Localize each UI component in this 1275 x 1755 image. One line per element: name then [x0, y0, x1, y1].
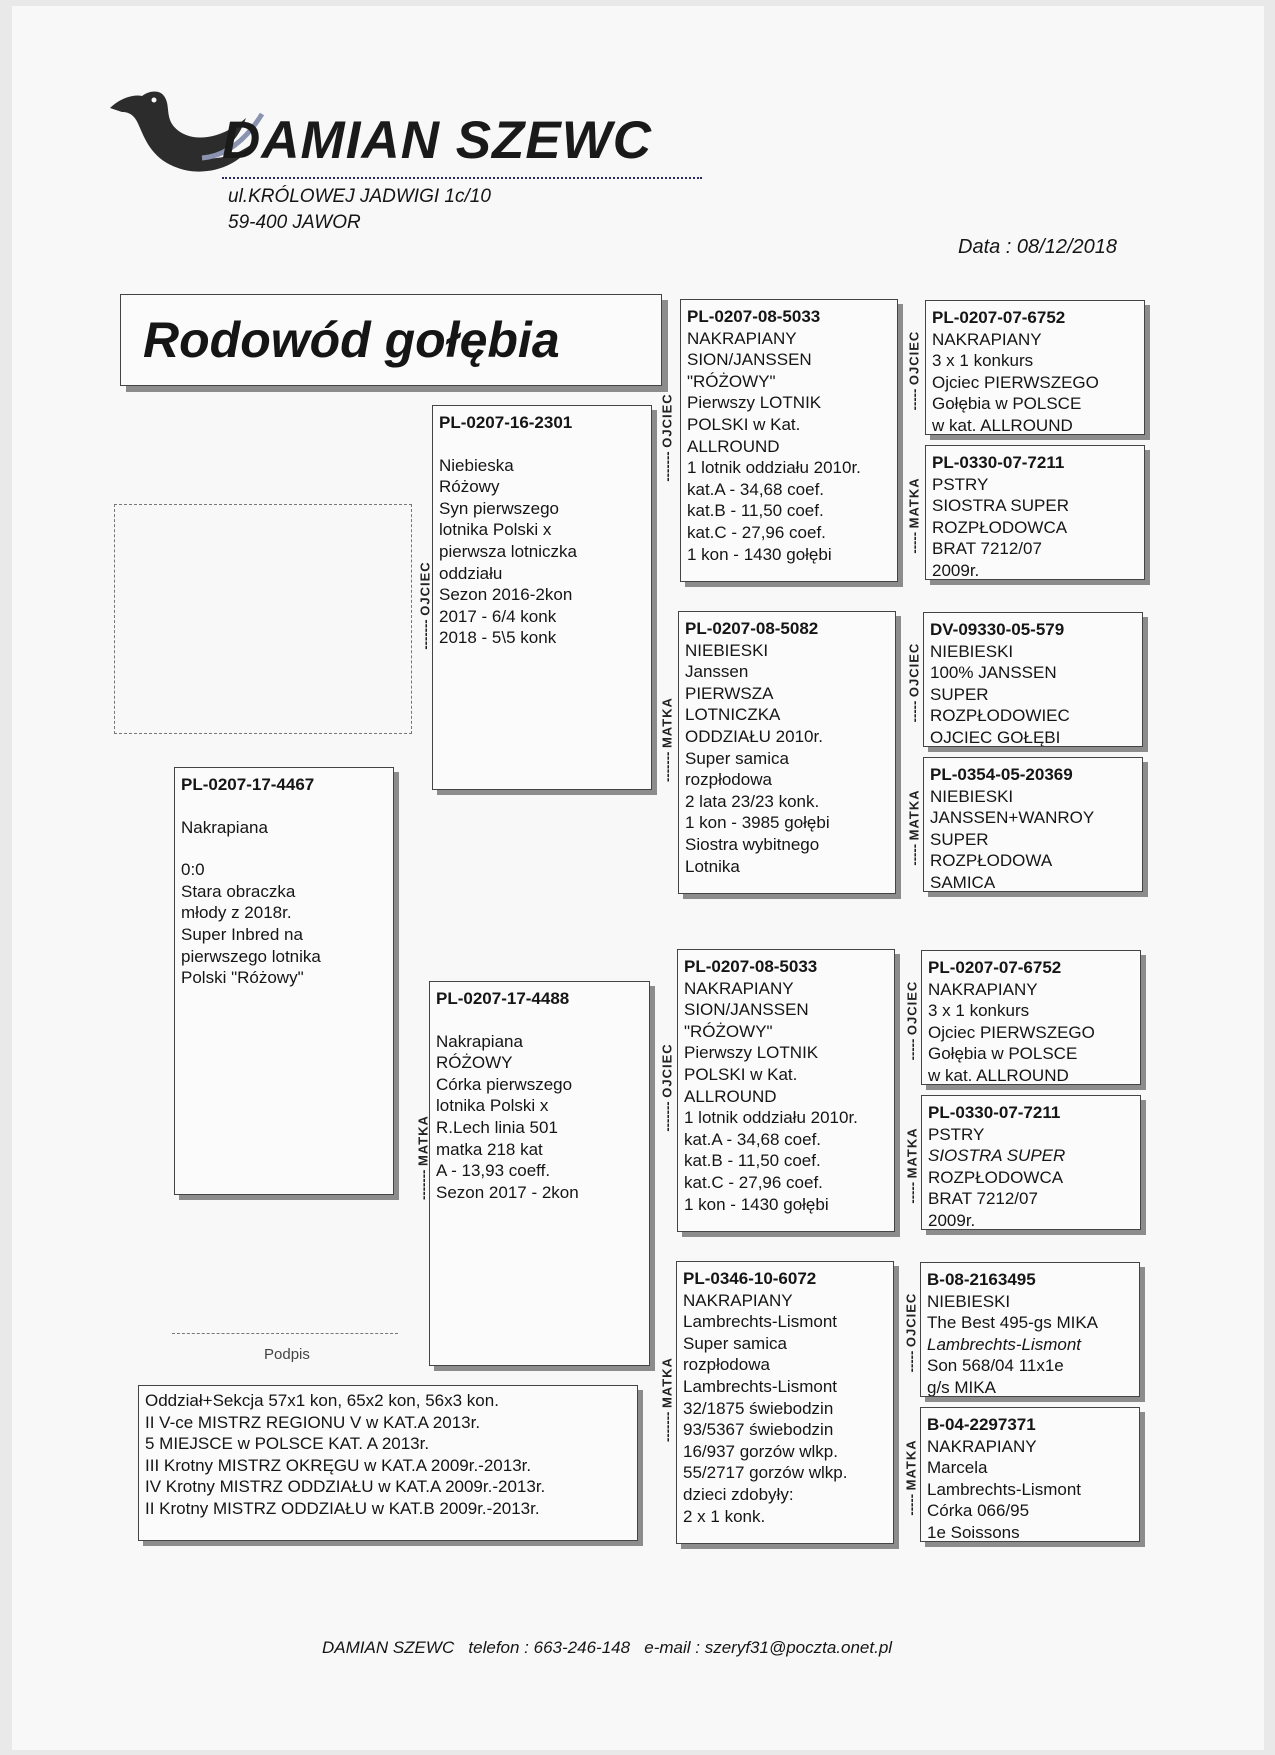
title-box	[120, 294, 662, 386]
mmm-label: ----- MATKA	[903, 1439, 919, 1516]
fmm-label: ----- MATKA	[906, 789, 922, 866]
pigeon-ring: PL-0207-17-4467	[181, 775, 315, 794]
footer-email: szeryf31@poczta.onet.pl	[704, 1638, 893, 1657]
mother-mother-box: PL-0346-10-6072 NAKRAPIANY Lambrechts-Lismont Super samica rozpłodowa Lambrechts-Lismont 32/1875 świebodzin 93/5367 świebodzin 16/937 gorzów wlkp. 55/2717 gorzów wlkp. dzieci zdobyły: 2 x 1 konk.	[676, 1261, 894, 1544]
address-line-1: ul.KRÓLOWEJ JADWIGI 1c/10	[228, 186, 491, 207]
mother-label: ------- MATKA	[415, 1115, 431, 1200]
achievement-item: II V-ce MISTRZ REGIONU V w KAT.A 2013r.	[145, 1412, 481, 1432]
father-label: ------- OJCIEC	[417, 561, 433, 650]
fmf-label: ----- OJCIEC	[906, 642, 922, 723]
ffm-label: ----- MATKA	[906, 477, 922, 554]
fmf-ring: DV-09330-05-579	[930, 620, 1065, 639]
signature-label: Podpis	[264, 1346, 310, 1363]
page-title: Rodowód gołębia	[143, 312, 560, 368]
footer-phone: 663-246-148	[533, 1638, 631, 1657]
achievement-item: III Krotny MISTRZ OKRĘGU w KAT.A 2009r.-2013r.	[145, 1455, 532, 1475]
ffm-ring: PL-0330-07-7211	[932, 453, 1065, 472]
mff-label: ----- OJCIEC	[904, 980, 920, 1061]
fmm-ring: PL-0354-05-20369	[930, 765, 1073, 784]
mother-father-box: PL-0207-08-5033 NAKRAPIANY SION/JANSSEN "RÓŻOWY" Pierwszy LOTNIK POLSKI w Kat. ALLROUND 1 lotnik oddziału 2010r. kat.A - 34,68 coef. kat.B - 11,50 coef. kat.C - 27,96 coef. 1 kon - 1430 gołębi	[677, 949, 895, 1232]
mmm-ring: B-04-2297371	[927, 1415, 1036, 1434]
date-value: 08/12/2018	[1016, 236, 1118, 258]
mm-label: ------- MATKA	[659, 1357, 675, 1442]
mf-label: ------- OJCIEC	[659, 1043, 675, 1132]
photo-placeholder	[114, 504, 412, 734]
mmf-label: ----- OJCIEC	[903, 1292, 919, 1373]
address-line-2: 59-400 JAWOR	[228, 212, 361, 233]
mm-ring: PL-0346-10-6072	[683, 1269, 817, 1288]
father-father-box: PL-0207-08-5033 NAKRAPIANY SION/JANSSEN "RÓŻOWY" Pierwszy LOTNIK POLSKI w Kat. ALLROUND 1 lotnik oddziału 2010r. kat.A - 34,68 coef. kat.B - 11,50 coef. kat.C - 27,96 coef. 1 kon - 1430 gołębi	[680, 299, 898, 582]
fmf-box: DV-09330-05-579 NIEBIESKI 100% JANSSEN SUPER ROZPŁODOWIEC OJCIEC GOŁĘBI	[923, 612, 1143, 747]
mfm-ring: PL-0330-07-7211	[928, 1103, 1061, 1122]
signature-line	[172, 1333, 398, 1334]
ff-ring: PL-0207-08-5033	[687, 307, 821, 326]
date-label: Data :	[958, 236, 1012, 258]
pigeon-details: Nakrapiana 0:0 Stara obraczka młody z 2018r. Super Inbred na pierwszego lotnika Polski "Różowy"	[181, 817, 321, 988]
father-ring: PL-0207-16-2301	[439, 413, 573, 432]
pigeon-box	[174, 767, 394, 1195]
ffm-box: PL-0330-07-7211 PSTRY SIOSTRA SUPER ROZPŁODOWCA BRAT 7212/07 2009r.	[925, 445, 1145, 580]
date-row	[958, 236, 1117, 259]
footer-phone-label: telefon :	[468, 1638, 529, 1657]
fm-label: ------- MATKA	[659, 697, 675, 782]
mff-box: PL-0207-07-6752 NAKRAPIANY 3 x 1 konkurs Ojciec PIERWSZEGO Gołębia w POLSCE w kat. ALLROUND	[921, 950, 1141, 1085]
mmm-box: B-04-2297371 NAKRAPIANY Marcela Lambrechts-Lismont Córka 066/95 1e Soissons	[920, 1407, 1140, 1542]
fff-label: ----- OJCIEC	[906, 330, 922, 411]
achievements-box	[138, 1385, 638, 1541]
fff-ring: PL-0207-07-6752	[932, 308, 1066, 327]
mf-ring: PL-0207-08-5033	[684, 957, 818, 976]
achievement-item: Oddział+Sekcja 57x1 kon, 65x2 kon, 56x3 kon.	[145, 1391, 499, 1410]
mmf-box: B-08-2163495 NIEBIESKI The Best 495-gs MIKA Lambrechts-Lismont Son 568/04 11x1e g/s MIKA	[920, 1262, 1140, 1397]
achievement-item: 5 MIEJSCE w POLSCE KAT. A 2013r.	[145, 1434, 430, 1454]
logo-underline	[222, 177, 702, 179]
mmf-ring: B-08-2163495	[927, 1270, 1036, 1289]
fm-ring: PL-0207-08-5082	[685, 619, 819, 638]
footer-name: DAMIAN SZEWC	[322, 1638, 455, 1657]
fff-box: PL-0207-07-6752 NAKRAPIANY 3 x 1 konkurs Ojciec PIERWSZEGO Gołębia w POLSCE w kat. ALLROUND	[925, 300, 1145, 435]
fmm-box: PL-0354-05-20369 NIEBIESKI JANSSEN+WANROY SUPER ROZPŁODOWA SAMICA	[923, 757, 1143, 892]
achievement-item: IV Krotny MISTRZ ODDZIAŁU w KAT.A 2009r.-2013r.	[145, 1477, 546, 1497]
breeder-name-logo: DAMIAN SZEWC	[222, 111, 653, 170]
ff-label: ------- OJCIEC	[659, 393, 675, 482]
father-box: PL-0207-16-2301 Niebieska Różowy Syn pierwszego lotnika Polski x pierwsza lotniczka oddziału Sezon 2016-2kon 2017 - 6/4 konk 2018 - 5\5 konk	[432, 405, 652, 790]
achievement-item: II Krotny MISTRZ ODDZIAŁU w KAT.B 2009r.-2013r.	[145, 1498, 540, 1518]
footer	[322, 1638, 892, 1658]
father-mother-box: PL-0207-08-5082 NIEBIESKI Janssen PIERWSZA LOTNICZKA ODDZIAŁU 2010r. Super samica rozpłodowa 2 lata 23/23 konk. 1 kon - 3985 gołębi Siostra wybitnego Lotnika	[678, 611, 896, 894]
footer-email-label: e-mail :	[644, 1638, 700, 1657]
mfm-box: PL-0330-07-7211 PSTRY SIOSTRA SUPER ROZPŁODOWCA BRAT 7212/07 2009r.	[921, 1095, 1141, 1230]
mother-box: PL-0207-17-4488 Nakrapiana RÓŻOWY Córka pierwszego lotnika Polski x R.Lech linia 501 matka 218 kat A - 13,93 coeff. Sezon 2017 - 2kon	[429, 981, 650, 1366]
mff-ring: PL-0207-07-6752	[928, 958, 1062, 977]
mfm-label: ----- MATKA	[904, 1127, 920, 1204]
mother-ring: PL-0207-17-4488	[436, 989, 570, 1008]
